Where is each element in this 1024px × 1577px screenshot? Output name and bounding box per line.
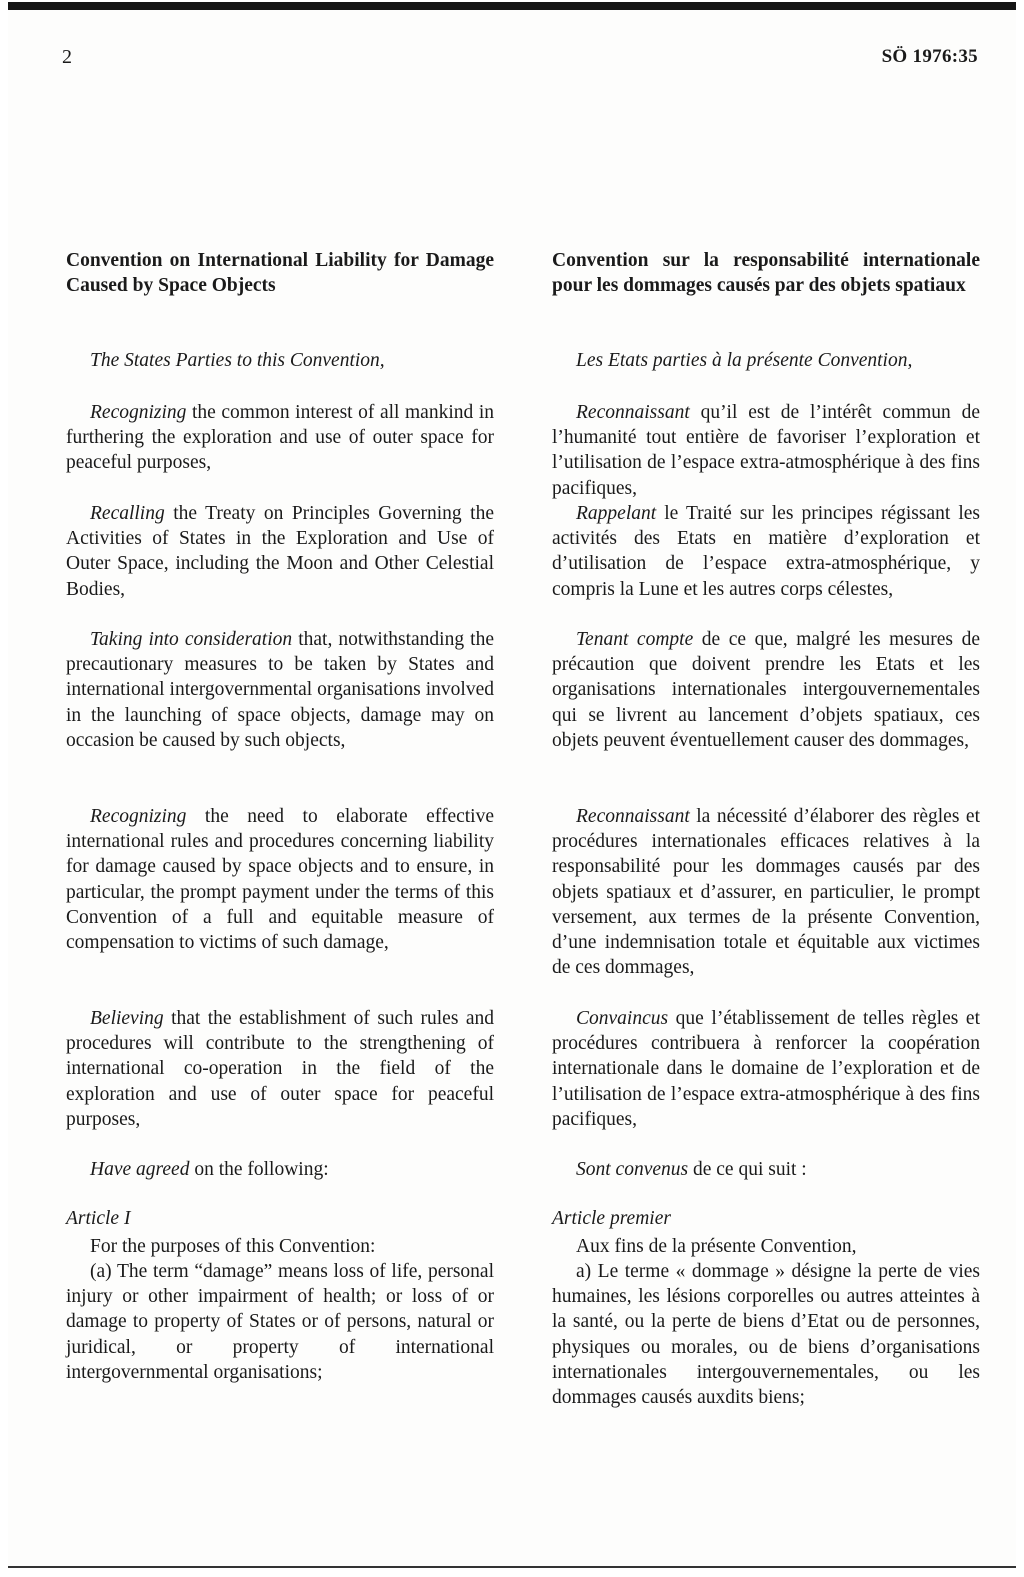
english-p2-lead: Recalling bbox=[90, 503, 165, 524]
french-article-intro bbox=[552, 1234, 980, 1259]
english-article-a-text: (a) The term “damage” means loss of life, personal injury or other impairment of health; or loss of or damage to property of States or of persons, natural or juridical, or property of international intergovernmental organisations; bbox=[66, 1261, 494, 1383]
page-number: 2 bbox=[62, 46, 72, 68]
document-reference: SÖ 1976:35 bbox=[881, 46, 978, 67]
english-p4-text: the need to elaborate effective international rules and procedures concerning liability for damage caused by space objects and to ensure, in particular, the prompt payment under the terms of this Convention of a full and equitable measure of compensation to victims of such damage, bbox=[66, 806, 494, 954]
french-paragraph-4 bbox=[552, 804, 980, 980]
english-agreed-text: on the following: bbox=[189, 1159, 329, 1180]
french-p1-text: qu’il est de l’intérêt commun de l’humanité tout entière de favoriser l’exploration et l’utilisation de l’espace extra-atmosphérique à des fins pacifiques, bbox=[552, 402, 980, 499]
english-article-heading: Article I bbox=[66, 1208, 131, 1229]
french-p2-lead: Rappelant bbox=[576, 503, 657, 524]
bottom-border bbox=[8, 1566, 1016, 1568]
top-border bbox=[8, 2, 1016, 10]
english-p3-lead: Taking into consideration bbox=[90, 629, 293, 650]
french-article-a bbox=[552, 1259, 980, 1410]
english-p1-text: the common interest of all mankind in furthering the exploration and use of outer space for peaceful purposes, bbox=[66, 402, 494, 474]
english-paragraph-4 bbox=[66, 804, 494, 955]
english-p2-text: the Treaty on Principles Governing the Activities of States in the Exploration and Use of Outer Space, including the Moon and Other Celestial Bodies, bbox=[66, 503, 494, 600]
french-p4-lead: Reconnaissant bbox=[576, 806, 690, 827]
french-p5-lead: Convaincus bbox=[576, 1008, 669, 1029]
english-paragraph-3 bbox=[66, 627, 494, 753]
french-p5-text: que l’établissement de telles règles et procédures contribuera à renforcer la coopération internationale dans le domaine de l’exploration et de l’utilisation de l’espace extra-atmosphérique à des fins pacifiques, bbox=[552, 1008, 980, 1130]
french-agreed-text: de ce qui suit : bbox=[688, 1159, 807, 1180]
french-p4-text: la nécessité d’élaborer des règles et procédures internationales efficaces relatives à la responsabilité pour les dommages causés par des objets spatiaux et d’assurer, en particulier, le prompt versement, aux termes de la présente Convention, d’une indemnisation totale et équitable aux victimes de ces dommages, bbox=[552, 806, 980, 979]
english-p4-lead: Recognizing bbox=[90, 806, 187, 827]
french-title: Convention sur la responsabilité internationale pour les dommages causés par des objets spatiaux bbox=[552, 250, 980, 296]
french-paragraph-5 bbox=[552, 1006, 980, 1132]
english-paragraph-1 bbox=[66, 400, 494, 476]
english-p5-lead: Believing bbox=[90, 1008, 164, 1029]
french-article-heading: Article premier bbox=[552, 1208, 671, 1229]
french-p1-lead: Reconnaissant bbox=[576, 402, 690, 423]
english-p3-text: that, notwithstanding the precautionary measures to be taken by States and international intergovernmental organisations involved in the launching of space objects, damage may on occasion be caused by such objects, bbox=[66, 629, 494, 751]
english-article-intro-text: For the purposes of this Convention: bbox=[90, 1236, 376, 1257]
french-paragraph-2 bbox=[552, 501, 980, 602]
english-preamble-intro bbox=[66, 348, 494, 373]
french-preamble-intro bbox=[552, 348, 980, 373]
english-p1-lead: Recognizing bbox=[90, 402, 187, 423]
english-paragraph-5 bbox=[66, 1006, 494, 1132]
french-agreed-lead: Sont convenus bbox=[576, 1159, 689, 1180]
english-article-intro bbox=[66, 1234, 494, 1259]
english-title: Convention on International Liability for Damage Caused by Space Objects bbox=[66, 250, 494, 296]
french-p3-text: de ce que, malgré les mesures de précaution que doivent prendre les Etats et les organisations internationales intergouvernementales qui se livrent au lancement d’objets spatiaux, ces objets peuvent éventuellement causer des dommages, bbox=[552, 629, 980, 751]
french-preamble-intro-text: Les Etats parties à la présente Convention, bbox=[576, 350, 913, 371]
french-paragraph-1 bbox=[552, 400, 980, 501]
english-article-a bbox=[66, 1259, 494, 1385]
french-paragraph-3 bbox=[552, 627, 980, 753]
english-agreed bbox=[66, 1157, 494, 1182]
english-agreed-lead: Have agreed bbox=[90, 1159, 190, 1180]
english-preamble-intro-text: The States Parties to this Convention, bbox=[90, 350, 385, 371]
french-p2-text: le Traité sur les principes régissant les activités des Etats en matière d’exploration et d’utilisation de l’espace extra-atmosphérique, y compris la Lune et les autres corps célestes, bbox=[552, 503, 980, 600]
french-agreed bbox=[552, 1157, 980, 1182]
english-p5-text: that the establishment of such rules and procedures will contribute to the strengthening of international co-operation in the field of the exploration and use of outer space for peaceful purposes, bbox=[66, 1008, 494, 1130]
english-paragraph-2 bbox=[66, 501, 494, 602]
french-p3-lead: Tenant compte bbox=[576, 629, 694, 650]
french-article-a-text: a) Le terme « dommage » désigne la perte de vies humaines, les lésions corporelles ou autres atteintes à la santé, ou la perte de biens d’Etat ou de personnes, physiques ou morales, ou de biens d’organisations internationales intergouvernementales, ou les dommages causés auxdits biens; bbox=[552, 1261, 980, 1409]
document-page bbox=[8, 2, 1016, 1568]
french-article-intro-text: Aux fins de la présente Convention, bbox=[576, 1236, 857, 1257]
